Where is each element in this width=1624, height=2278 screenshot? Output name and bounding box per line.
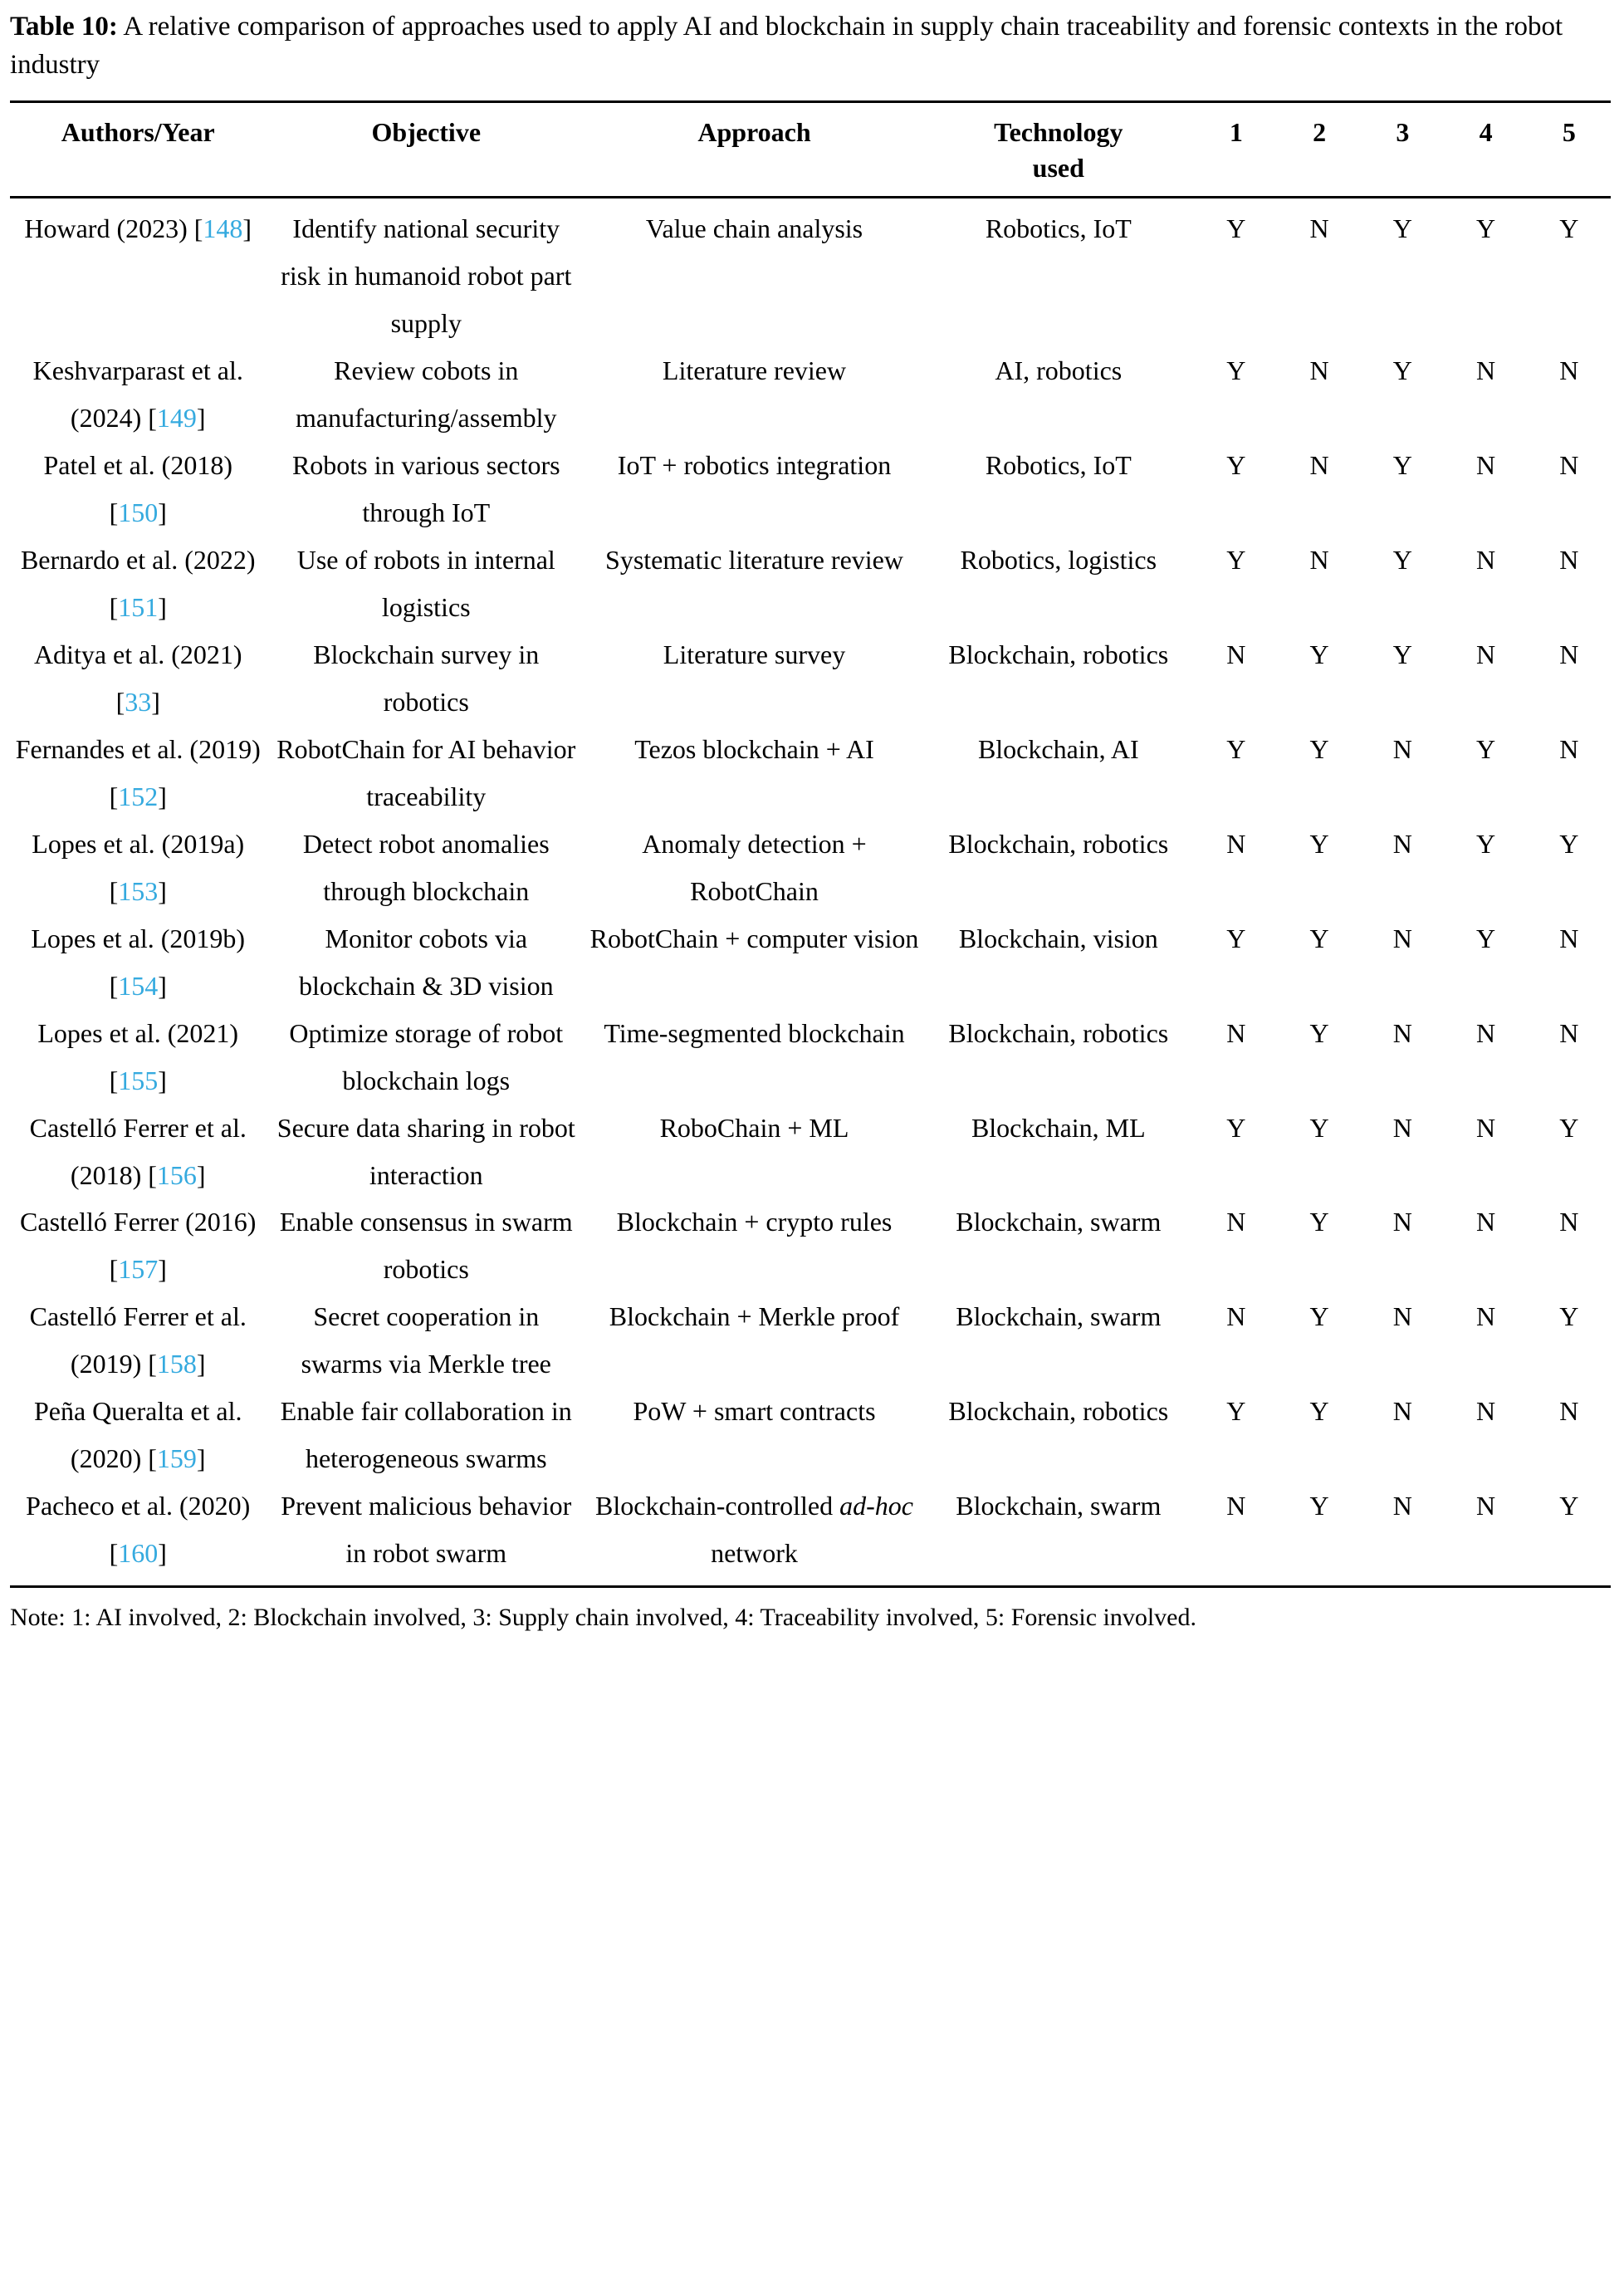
flag-cell-2: N bbox=[1309, 450, 1329, 481]
authors-year-cell: Castelló Ferrer et al. (2019) [158] bbox=[29, 1301, 247, 1379]
flag-cell-1: N bbox=[1226, 1017, 1246, 1048]
citation-brackets: [160] bbox=[109, 1538, 167, 1569]
header-approach bbox=[586, 102, 922, 198]
flag-cell-1: Y bbox=[1226, 1112, 1246, 1143]
technology-cell: Robotics, IoT bbox=[985, 450, 1132, 481]
flag-cell-3: N bbox=[1392, 1301, 1412, 1332]
flag-cell-1: Y bbox=[1226, 1396, 1246, 1427]
objective-cell: Enable fair collaboration in heterogeneous swarms bbox=[280, 1396, 572, 1474]
flag-cell-4: N bbox=[1476, 1301, 1496, 1332]
flag-cell-3: Y bbox=[1392, 545, 1412, 576]
citation-brackets: [155] bbox=[109, 1065, 167, 1095]
flag-cell-1: Y bbox=[1226, 450, 1246, 481]
flag-cell-5: Y bbox=[1559, 1491, 1579, 1521]
approach-cell: Anomaly detection + RobotChain bbox=[642, 828, 867, 906]
citation-link[interactable]: 150 bbox=[118, 497, 159, 528]
flag-cell-5: N bbox=[1559, 733, 1579, 764]
flag-cell-4: N bbox=[1476, 1396, 1496, 1427]
flag-cell-4: N bbox=[1476, 639, 1496, 670]
flag-cell-1: N bbox=[1226, 1491, 1246, 1521]
header-col-4 bbox=[1444, 102, 1527, 198]
objective-cell: Prevent malicious behavior in robot swarm bbox=[281, 1491, 572, 1569]
objective-cell: Detect robot anomalies through blockchain bbox=[302, 828, 550, 906]
citation-link[interactable]: 154 bbox=[118, 970, 159, 1001]
flag-cell-3: N bbox=[1392, 1396, 1412, 1427]
flag-cell-2: N bbox=[1309, 213, 1329, 244]
objective-cell: RobotChain for AI behavior traceability bbox=[276, 733, 576, 811]
flag-cell-3: N bbox=[1392, 1207, 1412, 1237]
flag-cell-3: N bbox=[1392, 1112, 1412, 1143]
flag-cell-4: N bbox=[1476, 1207, 1496, 1237]
citation-brackets: [148] bbox=[193, 213, 252, 244]
approach-cell: RobotChain + computer vision bbox=[589, 923, 919, 953]
flag-cell-2: Y bbox=[1309, 828, 1329, 859]
approach-cell: Blockchain + Merkle proof bbox=[609, 1301, 900, 1332]
citation-brackets: [153] bbox=[109, 875, 167, 906]
objective-cell: Optimize storage of robot blockchain logs bbox=[289, 1017, 564, 1095]
technology-cell: AI, robotics bbox=[995, 355, 1123, 386]
citation-brackets: [149] bbox=[148, 403, 206, 434]
header-col-1 bbox=[1195, 102, 1278, 198]
flag-cell-2: Y bbox=[1309, 1207, 1329, 1237]
flag-cell-2: Y bbox=[1309, 1396, 1329, 1427]
technology-cell: Blockchain, robotics bbox=[948, 639, 1169, 670]
flag-cell-4: Y bbox=[1476, 828, 1496, 859]
citation-brackets: [152] bbox=[109, 781, 167, 811]
authors-year-cell: Keshvarparast et al. (2024) [149] bbox=[32, 355, 243, 434]
technology-cell: Blockchain, swarm bbox=[956, 1207, 1162, 1237]
authors-year-cell: Pacheco et al. (2020) [160] bbox=[26, 1491, 251, 1569]
authors-year-cell: Howard (2023) [148] bbox=[24, 213, 252, 244]
header-approach-label: Approach bbox=[697, 117, 811, 148]
approach-cell: Literature review bbox=[662, 355, 847, 386]
flag-cell-5: N bbox=[1559, 923, 1579, 953]
table-body bbox=[10, 198, 1611, 1587]
flag-cell-2: Y bbox=[1309, 1301, 1329, 1332]
table-row bbox=[10, 915, 1611, 1010]
flag-cell-3: Y bbox=[1392, 639, 1412, 670]
citation-brackets: [33] bbox=[115, 686, 160, 717]
flag-cell-3: N bbox=[1392, 733, 1412, 764]
technology-cell: Blockchain, robotics bbox=[948, 1396, 1169, 1427]
citation-brackets: [150] bbox=[109, 497, 167, 528]
table-row bbox=[10, 631, 1611, 726]
header-objective bbox=[266, 102, 586, 198]
citation-brackets: [159] bbox=[148, 1443, 206, 1474]
flag-cell-1: N bbox=[1226, 1301, 1246, 1332]
objective-cell: Robots in various sectors through IoT bbox=[291, 450, 560, 528]
flag-cell-3: Y bbox=[1392, 213, 1412, 244]
approach-cell: Systematic literature review bbox=[605, 545, 903, 576]
table-note: Note: 1: AI involved, 2: Blockchain involved, 3: Supply chain involved, 4: Traceability involved, 5: Forensic involved. bbox=[10, 1604, 1196, 1632]
technology-cell: Robotics, logistics bbox=[960, 545, 1157, 576]
header-technology-used bbox=[922, 102, 1195, 198]
authors-year-cell: Lopes et al. (2019b) [154] bbox=[31, 923, 246, 1001]
table-row bbox=[10, 1198, 1611, 1293]
approach-cell: Blockchain-controlled ad-hoc network bbox=[595, 1491, 913, 1569]
technology-cell: Blockchain, robotics bbox=[948, 1017, 1169, 1048]
citation-brackets: [156] bbox=[148, 1159, 206, 1190]
flag-cell-5: Y bbox=[1559, 213, 1579, 244]
table-row bbox=[10, 1388, 1611, 1482]
table-header bbox=[10, 102, 1611, 198]
technology-cell: Blockchain, vision bbox=[958, 923, 1158, 953]
flag-cell-5: N bbox=[1559, 545, 1579, 576]
flag-cell-2: N bbox=[1309, 545, 1329, 576]
authors-year-cell: Fernandes et al. (2019) [152] bbox=[15, 733, 261, 811]
header-col-1-label: 1 bbox=[1229, 117, 1243, 148]
objective-cell: Use of robots in internal logistics bbox=[296, 545, 555, 623]
approach-cell: Time-segmented blockchain bbox=[604, 1017, 905, 1048]
flag-cell-4: N bbox=[1476, 1112, 1496, 1143]
flag-cell-2: Y bbox=[1309, 639, 1329, 670]
header-technology-used-label: Technology used bbox=[994, 117, 1123, 184]
flag-cell-1: Y bbox=[1226, 545, 1246, 576]
citation-link[interactable]: 148 bbox=[203, 213, 243, 244]
citation-link[interactable]: 151 bbox=[118, 592, 159, 623]
table-row bbox=[10, 1482, 1611, 1586]
header-objective-label: Objective bbox=[371, 117, 482, 148]
flag-cell-5: N bbox=[1559, 639, 1579, 670]
authors-year-cell: Lopes et al. (2021) [155] bbox=[37, 1017, 239, 1095]
header-col-4-label: 4 bbox=[1479, 117, 1493, 148]
citation-link[interactable]: 152 bbox=[118, 781, 159, 811]
technology-cell: Robotics, IoT bbox=[985, 213, 1132, 244]
approach-cell: Value chain analysis bbox=[645, 213, 863, 244]
flag-cell-5: Y bbox=[1559, 1301, 1579, 1332]
approach-cell: Literature survey bbox=[663, 639, 846, 670]
authors-year-cell: Aditya et al. (2021) [33] bbox=[33, 639, 242, 717]
approach-cell: PoW + smart contracts bbox=[633, 1396, 876, 1427]
flag-cell-1: N bbox=[1226, 828, 1246, 859]
objective-cell: Identify national security risk in humanoid robot part supply bbox=[281, 213, 572, 339]
flag-cell-1: Y bbox=[1226, 355, 1246, 386]
objective-cell: Secret cooperation in swarms via Merkle tree bbox=[301, 1301, 551, 1379]
flag-cell-2: N bbox=[1309, 355, 1329, 386]
flag-cell-4: N bbox=[1476, 355, 1496, 386]
technology-cell: Blockchain, ML bbox=[971, 1112, 1146, 1143]
flag-cell-5: N bbox=[1559, 355, 1579, 386]
table-header-row bbox=[10, 102, 1611, 198]
citation-brackets: [158] bbox=[148, 1349, 206, 1379]
citation-link[interactable]: 157 bbox=[118, 1254, 159, 1285]
technology-cell: Blockchain, swarm bbox=[956, 1301, 1162, 1332]
header-authors-year bbox=[10, 102, 266, 198]
header-col-3 bbox=[1361, 102, 1444, 198]
table-row bbox=[10, 347, 1611, 442]
citation-link[interactable]: 153 bbox=[118, 875, 159, 906]
citation-link[interactable]: 155 bbox=[118, 1065, 159, 1095]
table-row bbox=[10, 1293, 1611, 1388]
flag-cell-4: N bbox=[1476, 1491, 1496, 1521]
approach-cell: RoboChain + ML bbox=[659, 1112, 849, 1143]
technology-cell: Blockchain, AI bbox=[977, 733, 1139, 764]
flag-cell-3: Y bbox=[1392, 355, 1412, 386]
flag-cell-1: Y bbox=[1226, 733, 1246, 764]
objective-cell: Monitor cobots via blockchain & 3D vision bbox=[298, 923, 554, 1001]
flag-cell-4: N bbox=[1476, 450, 1496, 481]
comparison-table bbox=[10, 100, 1611, 1588]
citation-brackets: [157] bbox=[109, 1254, 167, 1285]
flag-cell-1: Y bbox=[1226, 213, 1246, 244]
objective-cell: Blockchain survey in robotics bbox=[313, 639, 540, 717]
citation-link[interactable]: 149 bbox=[156, 403, 197, 434]
table-row bbox=[10, 1010, 1611, 1105]
header-col-2-label: 2 bbox=[1313, 117, 1327, 148]
flag-cell-3: N bbox=[1392, 923, 1412, 953]
flag-cell-1: Y bbox=[1226, 923, 1246, 953]
table-caption-label: Table 10: bbox=[10, 12, 118, 42]
flag-cell-3: N bbox=[1392, 1017, 1412, 1048]
flag-cell-4: Y bbox=[1476, 213, 1496, 244]
approach-cell: Blockchain + crypto rules bbox=[616, 1207, 893, 1237]
objective-cell: Enable consensus in swarm robotics bbox=[279, 1207, 573, 1285]
citation-link[interactable]: 159 bbox=[156, 1443, 197, 1474]
citation-link[interactable]: 33 bbox=[125, 686, 152, 717]
flag-cell-1: N bbox=[1226, 639, 1246, 670]
flag-cell-2: Y bbox=[1309, 733, 1329, 764]
citation-link[interactable]: 158 bbox=[156, 1349, 197, 1379]
header-col-5 bbox=[1528, 102, 1611, 198]
flag-cell-4: N bbox=[1476, 545, 1496, 576]
flag-cell-2: Y bbox=[1309, 923, 1329, 953]
flag-cell-4: Y bbox=[1476, 923, 1496, 953]
authors-year-cell: Patel et al. (2018) [150] bbox=[43, 450, 232, 528]
table-row bbox=[10, 726, 1611, 821]
citation-link[interactable]: 160 bbox=[118, 1538, 159, 1569]
flag-cell-3: N bbox=[1392, 828, 1412, 859]
flag-cell-1: N bbox=[1226, 1207, 1246, 1237]
flag-cell-4: N bbox=[1476, 1017, 1496, 1048]
authors-year-cell: Lopes et al. (2019a) [153] bbox=[32, 828, 245, 906]
flag-cell-5: N bbox=[1559, 1017, 1579, 1048]
flag-cell-2: Y bbox=[1309, 1017, 1329, 1048]
flag-cell-3: Y bbox=[1392, 450, 1412, 481]
flag-cell-2: Y bbox=[1309, 1491, 1329, 1521]
citation-brackets: [154] bbox=[109, 970, 167, 1001]
table-row bbox=[10, 821, 1611, 915]
table-caption bbox=[10, 8, 1611, 84]
technology-cell: Blockchain, swarm bbox=[956, 1491, 1162, 1521]
authors-year-cell: Castelló Ferrer et al. (2018) [156] bbox=[29, 1112, 247, 1190]
flag-cell-5: Y bbox=[1559, 1112, 1579, 1143]
approach-cell: IoT + robotics integration bbox=[617, 450, 892, 481]
table-row bbox=[10, 536, 1611, 631]
table-row bbox=[10, 198, 1611, 347]
flag-cell-5: N bbox=[1559, 450, 1579, 481]
flag-cell-5: N bbox=[1559, 1396, 1579, 1427]
header-col-3-label: 3 bbox=[1396, 117, 1410, 148]
approach-cell: Tezos blockchain + AI bbox=[634, 733, 874, 764]
citation-brackets: [151] bbox=[109, 592, 167, 623]
objective-cell: Secure data sharing in robot interaction bbox=[276, 1112, 575, 1190]
citation-link[interactable]: 156 bbox=[156, 1159, 197, 1190]
flag-cell-5: N bbox=[1559, 1207, 1579, 1237]
table-caption-text: A relative comparison of approaches used to apply AI and blockchain in supply chain traceability and forensic contexts in the robot industry bbox=[10, 12, 1563, 80]
table-row bbox=[10, 442, 1611, 536]
objective-cell: Review cobots in manufacturing/assembly bbox=[295, 355, 557, 434]
header-col-2 bbox=[1278, 102, 1361, 198]
header-col-5-label: 5 bbox=[1562, 117, 1576, 148]
flag-cell-2: Y bbox=[1309, 1112, 1329, 1143]
flag-cell-5: Y bbox=[1559, 828, 1579, 859]
authors-year-cell: Bernardo et al. (2022) [151] bbox=[20, 545, 256, 623]
table-row bbox=[10, 1105, 1611, 1199]
authors-year-cell: Castelló Ferrer (2016) [157] bbox=[20, 1207, 257, 1285]
authors-year-cell: Peña Queralta et al. (2020) [159] bbox=[33, 1396, 242, 1474]
flag-cell-4: Y bbox=[1476, 733, 1496, 764]
technology-cell: Blockchain, robotics bbox=[948, 828, 1169, 859]
flag-cell-3: N bbox=[1392, 1491, 1412, 1521]
header-authors-year-label: Authors/Year bbox=[61, 117, 215, 148]
